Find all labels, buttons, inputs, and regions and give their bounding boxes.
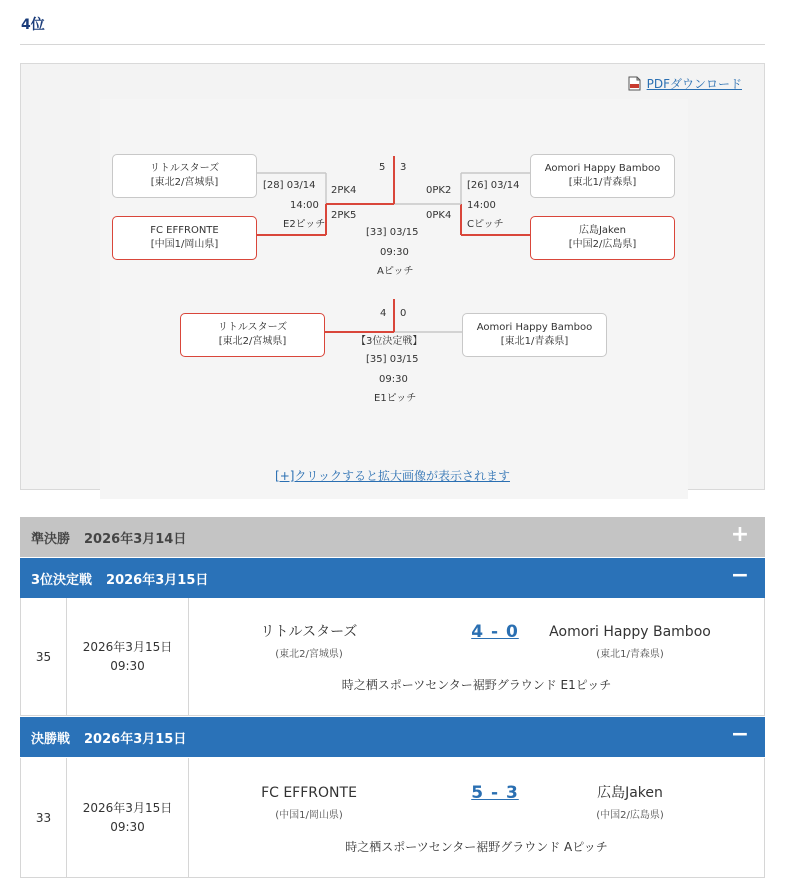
bracket-team-pref: [東北2/宮城県]	[150, 177, 219, 188]
bracket-team-pref: [東北1/青森県]	[500, 336, 569, 347]
home-team-pref: (東北2/宮城県)	[275, 649, 343, 660]
match-datetime	[67, 598, 189, 715]
section-date: 2026年3月15日	[106, 572, 209, 588]
bracket-team-name: リトルスターズ	[217, 322, 288, 333]
third-place-label: 【3位決定戦】	[356, 336, 423, 347]
bracket-team-pref: [中国1/岡山県]	[150, 239, 219, 250]
away-team-name: Aomori Happy Bamboo	[549, 624, 711, 640]
right-semi-time: 14:00	[467, 200, 496, 211]
third-score-right: 0	[400, 308, 407, 319]
third-pitch: E1ピッチ	[374, 393, 417, 404]
final-pitch: Aピッチ	[377, 266, 414, 277]
section-date: 2026年3月14日	[84, 531, 187, 547]
match-body	[189, 598, 764, 715]
pdf-link-label: PDFダウンロード	[646, 77, 742, 91]
final-score-right: 3	[400, 162, 407, 173]
bracket-team-pref: [中国2/広島県]	[568, 239, 637, 250]
bracket-team-fc-effronte	[112, 216, 257, 260]
bracket-lines	[100, 99, 688, 459]
home-team-pref: (中国1/岡山県)	[275, 810, 343, 821]
away-team	[535, 623, 725, 661]
away-team	[535, 784, 725, 822]
home-team-name: FC EFFRONTE	[261, 785, 357, 801]
bracket-team-name: FC EFFRONTE	[150, 225, 219, 236]
title-divider	[20, 44, 765, 45]
section-title	[31, 728, 200, 747]
match-venue: 時之栖スポーツセンター裾野グラウンド E1ピッチ	[341, 678, 612, 692]
bracket-team-name: 広島Jaken	[578, 225, 626, 236]
bracket-team-hiroshima-jaken	[530, 216, 675, 260]
final-info: [33] 03/15	[366, 227, 419, 238]
section-title	[31, 569, 222, 588]
away-team-pref: (東北1/青森県)	[596, 649, 664, 660]
section-date: 2026年3月15日	[84, 731, 187, 747]
bracket-panel	[20, 63, 765, 490]
final-time: 09:30	[380, 247, 409, 258]
match-number: 35	[21, 598, 67, 715]
left-semi-time: 14:00	[290, 200, 319, 211]
pdf-icon	[628, 76, 641, 91]
third-time: 09:30	[379, 374, 408, 385]
home-team-name: リトルスターズ	[260, 624, 358, 640]
section-title-label: 準決勝	[31, 531, 71, 547]
section-header-final[interactable]	[20, 717, 765, 757]
tournament-bracket-image[interactable]	[100, 99, 688, 499]
left-semi-pitch: E2ピッチ	[283, 219, 326, 230]
bracket-team-pref: [東北1/青森県]	[568, 177, 637, 188]
section-header-third-place[interactable]	[20, 558, 765, 598]
left-semi-info: [28] 03/14	[263, 180, 316, 191]
left-semi-pk-bottom: 2PK5	[331, 210, 357, 221]
collapse-icon[interactable]: −	[730, 722, 750, 747]
match-venue: 時之栖スポーツセンター裾野グラウンド Aピッチ	[345, 840, 608, 854]
match-score-link[interactable]: 4 - 0	[471, 622, 519, 642]
away-team-pref: (中国2/広島県)	[596, 810, 664, 821]
right-semi-pk-top: 0PK2	[426, 185, 452, 196]
enlarge-image-link[interactable]: [+]クリックすると拡大画像が表示されます	[275, 469, 510, 483]
match-date: 2026年3月15日	[82, 800, 173, 815]
third-info: [35] 03/15	[366, 354, 419, 365]
section-title-label: 3位決定戦	[31, 572, 93, 588]
match-time: 09:30	[110, 658, 145, 673]
match-score-link[interactable]: 5 - 3	[471, 783, 519, 803]
bracket-team-aomori-happy-bamboo	[530, 154, 675, 198]
left-semi-pk-top: 2PK4	[331, 185, 357, 196]
match-date: 2026年3月15日	[82, 639, 173, 654]
expand-icon[interactable]: +	[730, 522, 750, 547]
match-body	[189, 758, 764, 877]
section-title-label: 決勝戦	[31, 731, 71, 747]
section-header-semifinal[interactable]	[20, 517, 765, 557]
right-semi-info: [26] 03/14	[467, 180, 520, 191]
section-title	[31, 528, 200, 547]
home-team	[214, 784, 404, 822]
bracket-team-little-stars	[112, 154, 257, 198]
pdf-download-link[interactable]	[628, 75, 742, 92]
match-time: 09:30	[110, 819, 145, 834]
match-datetime	[67, 758, 189, 877]
page-title: 4位	[21, 17, 45, 33]
bracket-third-left-team	[180, 313, 325, 357]
bracket-team-name: Aomori Happy Bamboo	[544, 163, 661, 174]
third-score-left: 4	[380, 308, 387, 319]
right-semi-pk-bottom: 0PK4	[426, 210, 452, 221]
home-team	[214, 623, 404, 661]
match-row-33	[20, 758, 765, 878]
match-number: 33	[21, 758, 67, 877]
bracket-team-pref: [東北2/宮城県]	[218, 336, 287, 347]
bracket-team-name: Aomori Happy Bamboo	[476, 322, 593, 333]
match-row-35	[20, 598, 765, 716]
right-semi-pitch: Cピッチ	[467, 219, 504, 230]
final-score-left: 5	[379, 162, 386, 173]
bracket-team-name: リトルスターズ	[149, 163, 220, 174]
collapse-icon[interactable]: −	[730, 563, 750, 588]
away-team-name: 広島Jaken	[597, 785, 663, 801]
bracket-third-right-team	[462, 313, 607, 357]
